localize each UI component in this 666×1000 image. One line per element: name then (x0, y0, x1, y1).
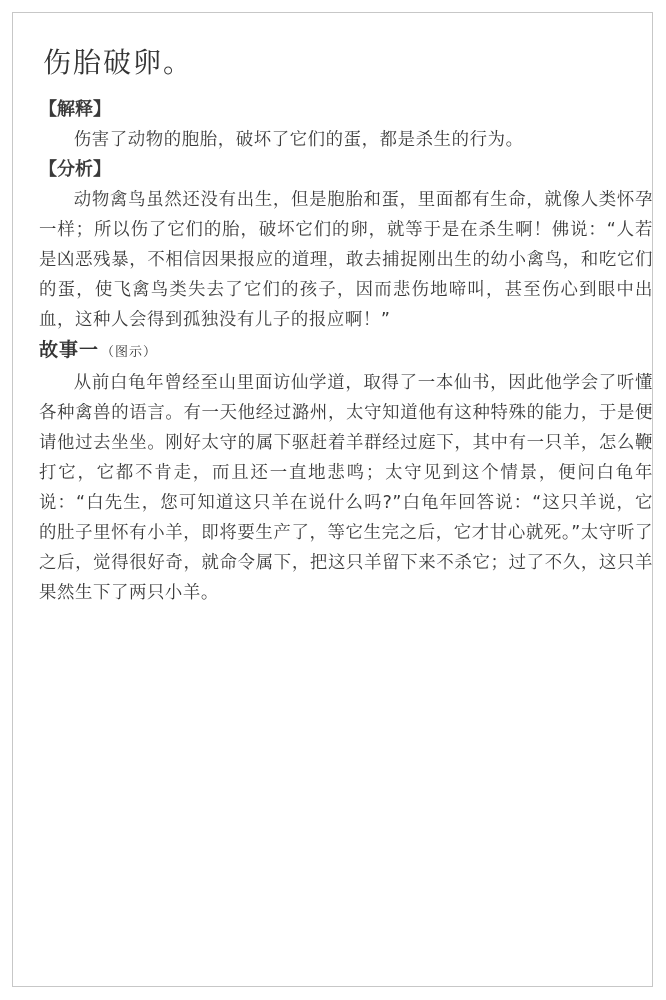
story-heading (39, 335, 653, 368)
analysis-heading: 【分析】 (39, 159, 111, 180)
story-section (39, 335, 653, 608)
explanation-text: 伤害了动物的胞胎，破坏了它们的蛋，都是杀生的行为。 (73, 130, 524, 150)
page-frame (12, 12, 653, 987)
story-heading-label: 故事一 (39, 339, 100, 361)
analysis-section (39, 155, 653, 335)
document-content (39, 43, 653, 608)
story-text: 从前白龟年曾经至山里面访仙学道，取得了一本仙书，因此他学会了听懂各种禽兽的语言。有一天他经过潞州，太守知道他有这种特殊的能力，于是便请他过去坐坐。刚好太守的属下驱赶着羊群经过庭下，其中有一只羊，怎么鞭打它，它都不肯走，而且还一直地悲鸣；太守见到这个情景，便问白龟年说：“白先生，您可知道这只羊在说什么吗?”白龟年回答说：“这只羊说，它的肚子里怀有小羊，即将要生产了，等它生完之后，它才甘心就死。”太守听了之后，觉得很好奇，就命令属下，把这只羊留下来不杀它；过了不久，这只羊果然生下了两只小羊。 (39, 373, 653, 603)
analysis-text: 动物禽鸟虽然还没有出生，但是胞胎和蛋，里面都有生命，就像人类怀孕一样；所以伤了它们的胎，破坏它们的卵，就等于是在杀生啊！佛说：“人若是凶恶残暴，不相信因果报应的道理，敢去捕捉刚出生的幼小禽鸟，和吃它们的蛋，使飞禽鸟类失去了它们的孩子，因而悲伤地啼叫，甚至伤心到眼中出血，这种人会得到孤独没有儿子的报应啊！” (39, 190, 653, 330)
page-title: 伤胎破卵。 (43, 46, 194, 79)
explanation-section (39, 95, 653, 155)
story-subheading: （图示） (101, 345, 158, 360)
explanation-heading: 【解释】 (39, 99, 111, 120)
